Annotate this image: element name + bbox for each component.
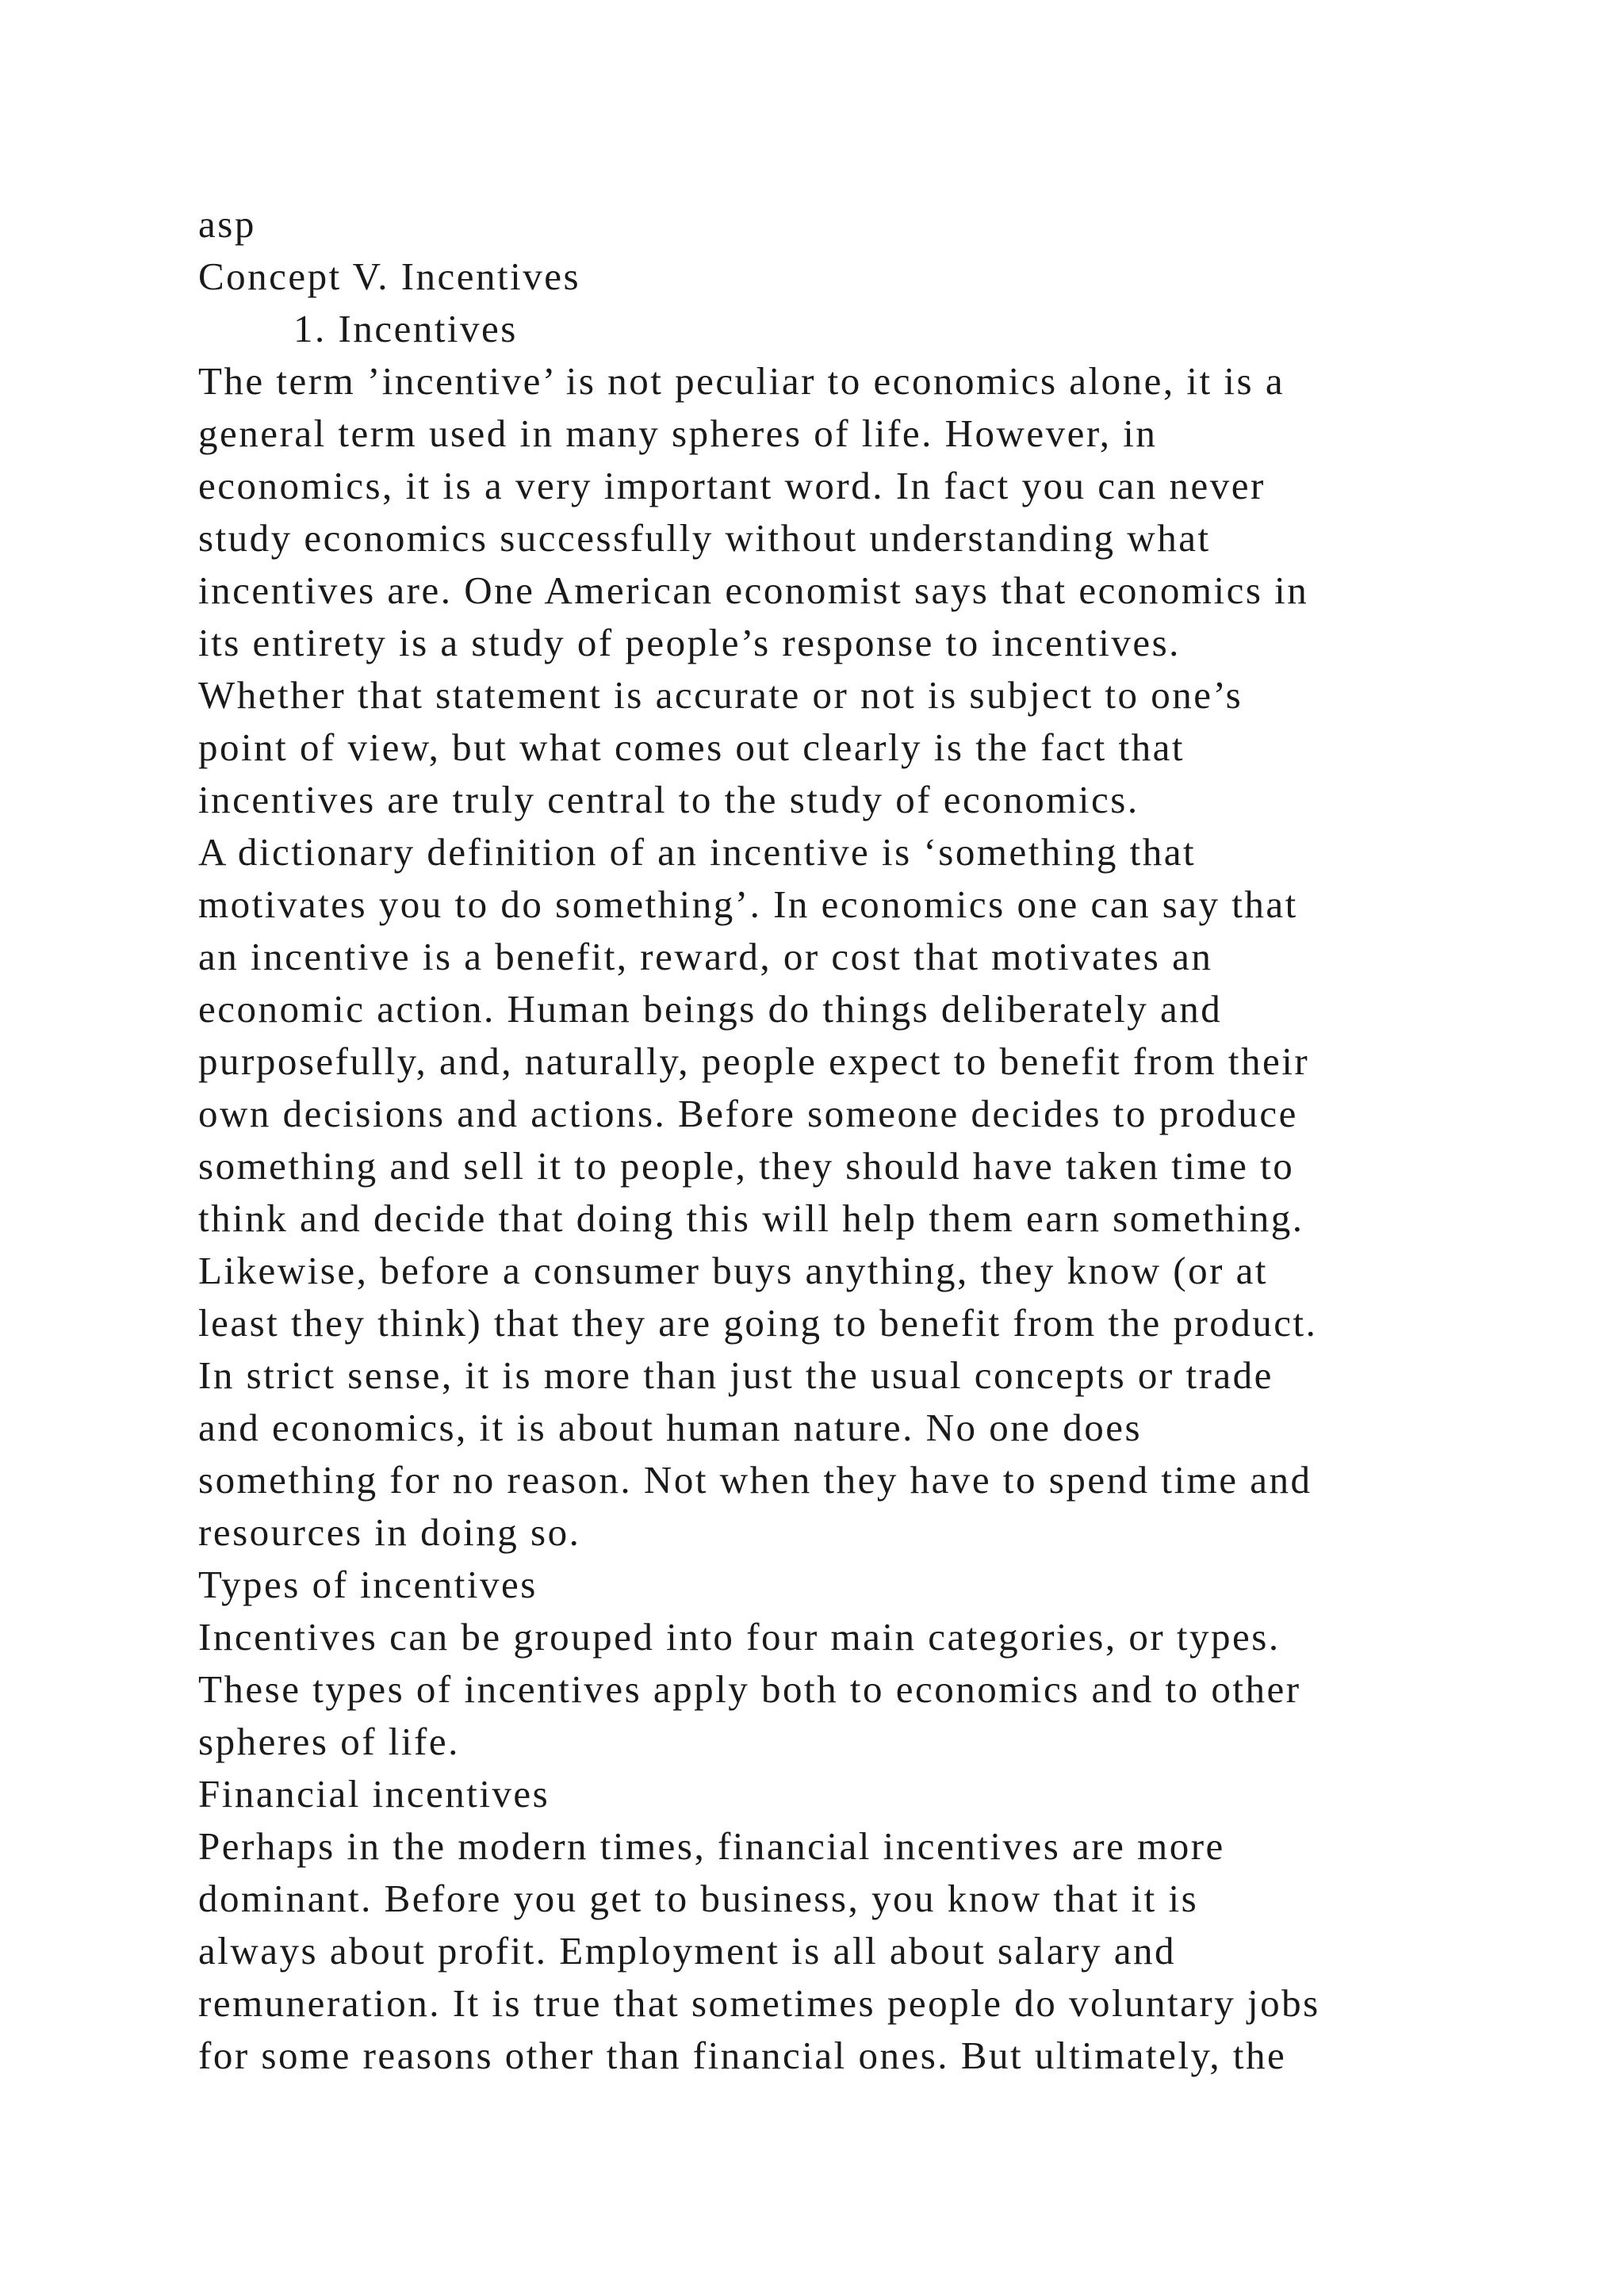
text-line: economic action. Human beings do things deliberately and xyxy=(198,987,1223,1031)
text-line: spheres of life. xyxy=(198,1720,460,1763)
text-line: own decisions and actions. Before someone decides to produce xyxy=(198,1092,1298,1135)
text-line: economics, it is a very important word. In fact you can never xyxy=(198,464,1266,507)
text-line: least they think) that they are going to benefit from the product. xyxy=(198,1301,1318,1345)
section-heading: Types of incentives xyxy=(198,1563,538,1606)
text-line: study economics successfully without understanding what xyxy=(198,516,1211,560)
text-line: In strict sense, it is more than just the usual concepts or trade xyxy=(198,1353,1274,1397)
text-line: A dictionary definition of an incentive is ‘something that xyxy=(198,830,1197,874)
text-line: point of view, but what comes out clearly is the fact that xyxy=(198,725,1185,769)
text-line: always about profit. Employment is all about salary and xyxy=(198,1929,1176,1973)
text-line: Whether that statement is accurate or not is subject to one’s xyxy=(198,673,1243,717)
text-line: Incentives can be grouped into four main categories, or types. xyxy=(198,1615,1281,1659)
text-line: remuneration. It is true that sometimes people do voluntary jobs xyxy=(198,1981,1320,2025)
document-body xyxy=(198,198,1467,2082)
text-line: incentives are. One American economist says that economics in xyxy=(198,568,1309,612)
text-line: dominant. Before you get to business, you know that it is xyxy=(198,1877,1199,1920)
text-line: an incentive is a benefit, reward, or cost that motivates an xyxy=(198,935,1213,978)
text-line: Likewise, before a consumer buys anything, they know (or at xyxy=(198,1249,1269,1292)
text-line: incentives are truly central to the study of economics. xyxy=(198,778,1139,821)
section-heading: Financial incentives xyxy=(198,1772,550,1816)
text-line: think and decide that doing this will help them earn something. xyxy=(198,1196,1304,1240)
text-line: purposefully, and, naturally, people expect to benefit from their xyxy=(198,1039,1310,1083)
concept-title: Concept V. Incentives xyxy=(198,254,581,298)
text-line: general term used in many spheres of life. However, in xyxy=(198,411,1158,455)
text-line: The term ’incentive’ is not peculiar to economics alone, it is a xyxy=(198,359,1285,403)
text-line: motivates you to do something’. In economics one can say that xyxy=(198,882,1298,926)
text-line: resources in doing so. xyxy=(198,1510,581,1554)
text-line: something for no reason. Not when they have to spend time and xyxy=(198,1458,1312,1502)
header-label: asp xyxy=(198,202,256,246)
text-line: Perhaps in the modern times, financial incentives are more xyxy=(198,1824,1225,1868)
text-line: something and sell it to people, they should have taken time to xyxy=(198,1144,1295,1188)
text-line: and economics, it is about human nature. No one does xyxy=(198,1406,1143,1449)
text-line: for some reasons other than financial ones. But ultimately, the xyxy=(198,2034,1287,2077)
section-heading: 1. Incentives xyxy=(293,307,518,350)
text-line: its entirety is a study of people’s response to incentives. xyxy=(198,621,1181,664)
text-line: These types of incentives apply both to economics and to other xyxy=(198,1667,1301,1711)
